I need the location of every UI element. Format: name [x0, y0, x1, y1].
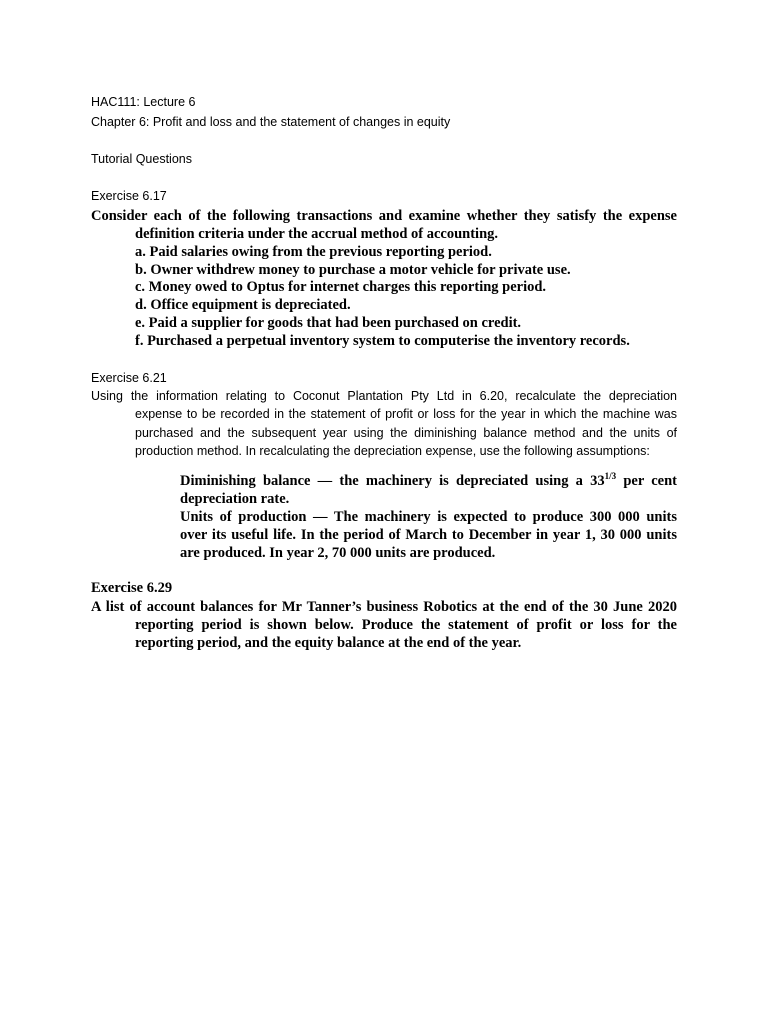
- exercise-6-17-item-c: c. Money owed to Optus for internet charges this reporting period.: [135, 279, 547, 295]
- exercise-6-21-line-1: Using the information relating to Coconut Plantation Pty Ltd in 6.20, recalculate the depreciation: [91, 389, 677, 403]
- assumption-units-line-2: over its useful life. In the period of March to December in year 1, 30 000 units: [180, 527, 677, 543]
- exercise-6-21-title: Exercise 6.21: [91, 371, 167, 385]
- exercise-6-21-line-3: purchased and the subsequent year using the diminishing balance method and the units of: [135, 426, 677, 440]
- exercise-6-21-line-4: production method. In recalculating the depreciation expense, use the following assumptions:: [135, 444, 650, 458]
- course-title: HAC111: Lecture 6: [91, 95, 196, 109]
- exercise-6-29-line-2: reporting period is shown below. Produce the statement of profit or loss for the: [135, 617, 677, 633]
- exercise-6-17-item-f: f. Purchased a perpetual inventory system to computerise the inventory records.: [135, 333, 630, 349]
- exercise-6-17-title: Exercise 6.17: [91, 189, 167, 203]
- assumption-diminishing-balance-line-1: [180, 471, 677, 489]
- assumption-units-line-1: Units of production — The machinery is expected to produce 300 000 units: [180, 509, 677, 525]
- exercise-6-17-item-e: e. Paid a supplier for goods that had been purchased on credit.: [135, 315, 522, 331]
- exercise-6-29-line-3: reporting period, and the equity balance at the end of the year.: [135, 635, 522, 651]
- exercise-6-29-title: Exercise 6.29: [91, 580, 173, 596]
- assumption-diminishing-superscript: 1/3: [604, 471, 617, 481]
- assumption-diminishing-balance-line-2: depreciation rate.: [180, 491, 290, 507]
- exercise-6-17-item-b: b. Owner withdrew money to purchase a motor vehicle for private use.: [135, 262, 571, 278]
- assumption-diminishing-text: Diminishing balance — the machinery is depreciated using a 33: [180, 473, 605, 489]
- section-title: Tutorial Questions: [91, 152, 192, 166]
- exercise-6-21-line-2: expense to be recorded in the statement of profit or loss for the year in which the machine was: [135, 407, 677, 421]
- exercise-6-17-item-d: d. Office equipment is depreciated.: [135, 297, 351, 313]
- assumption-diminishing-unit: per cent: [623, 473, 677, 489]
- chapter-title: Chapter 6: Profit and loss and the statement of changes in equity: [91, 115, 451, 129]
- exercise-6-17-item-a: a. Paid salaries owing from the previous reporting period.: [135, 244, 492, 260]
- assumption-units-line-3: are produced. In year 2, 70 000 units are produced.: [180, 545, 496, 561]
- exercise-6-29-line-1: A list of account balances for Mr Tanner’s business Robotics at the end of the 30 June 2020: [91, 599, 677, 615]
- exercise-6-17-intro-line-2: definition criteria under the accrual method of accounting.: [135, 226, 499, 242]
- exercise-6-17-intro-line-1: Consider each of the following transactions and examine whether they satisfy the expense: [91, 208, 677, 224]
